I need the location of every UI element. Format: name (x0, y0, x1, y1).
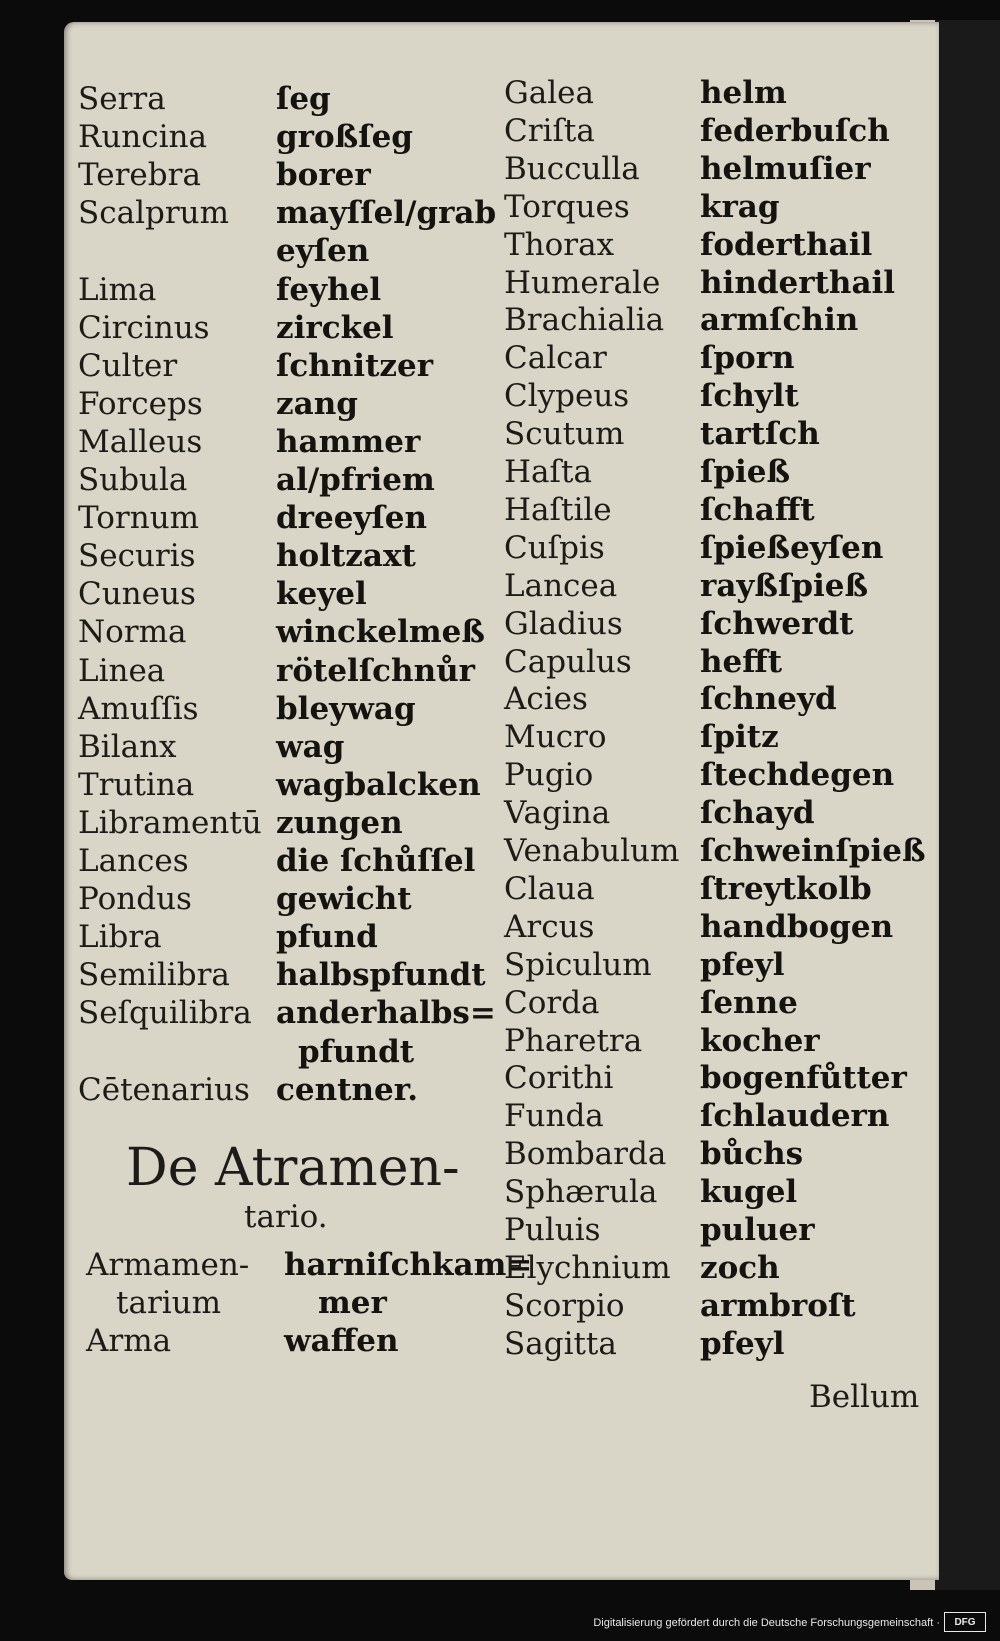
german-translation: bůchs (700, 1136, 804, 1173)
german-translation: mer (318, 1285, 387, 1321)
latin-term: Puluis (504, 1212, 601, 1248)
german-translation: handbogen (700, 908, 894, 945)
latin-term: Lances (78, 843, 189, 879)
latin-term: Claua (504, 870, 595, 907)
german-translation: pfeyl (700, 1325, 785, 1362)
german-translation: hinderthail (700, 264, 896, 301)
latin-term: Bucculla (504, 150, 640, 187)
latin-term: Scorpio (504, 1287, 625, 1324)
section-heading: De Atramen- (126, 1138, 460, 1198)
latin-term: Spiculum (504, 946, 652, 983)
latin-term: Malleus (78, 423, 203, 460)
latin-term: Humerale (504, 264, 661, 301)
german-translation: anderhalbs= (276, 995, 496, 1032)
german-translation: wagbalcken (276, 766, 481, 803)
latin-term: Lima (78, 271, 157, 308)
german-translation: kugel (700, 1174, 798, 1211)
german-translation: ſchnitzer (276, 347, 434, 384)
german-translation: eyſen (276, 233, 370, 270)
latin-term: Clypeus (504, 378, 630, 415)
latin-term: Securis (78, 538, 196, 575)
latin-term: Scalprum (78, 195, 230, 232)
german-translation: ſeg (276, 81, 331, 117)
latin-term: Terebra (78, 157, 201, 194)
german-translation: foderthail (700, 226, 873, 263)
german-translation: pfundt (298, 1033, 415, 1070)
german-translation: ſchlaudern (700, 1098, 890, 1135)
latin-term: Lancea (504, 567, 618, 604)
latin-term: Seſquilibra (78, 995, 252, 1032)
german-translation: tartſch (700, 416, 820, 453)
german-translation: ſtreytkolb (700, 870, 872, 907)
latin-term: Culter (78, 347, 178, 384)
footer-credit: Digitalisierung gefördert durch die Deutsche Forschungsgemeinschaft · (593, 1617, 940, 1629)
latin-term: Corithi (504, 1060, 614, 1097)
latin-term: Cētenarius (78, 1071, 250, 1108)
page-edge-shadow (935, 20, 1000, 1590)
german-translation: holtzaxt (276, 538, 416, 575)
german-translation: borer (276, 157, 371, 194)
latin-term: Cuneus (78, 576, 196, 613)
latin-term: Sagitta (504, 1325, 617, 1362)
german-translation: puluer (700, 1212, 815, 1248)
german-translation: ſpitz (700, 719, 779, 756)
german-translation: hefft (700, 643, 783, 680)
latin-term: Semilibra (78, 957, 230, 994)
latin-term: Gladius (504, 605, 623, 642)
latin-term: Arma (86, 1323, 172, 1359)
latin-term: Circinus (78, 309, 210, 346)
section-heading-continuation: tario. (244, 1199, 328, 1235)
latin-term: Brachialia (504, 302, 665, 339)
german-translation: federbuſch (700, 112, 890, 149)
latin-term: Thorax (504, 226, 615, 263)
latin-term: Corda (504, 984, 600, 1021)
latin-term: Norma (78, 614, 187, 651)
german-translation: kocher (700, 1022, 820, 1059)
latin-term: Cuſpis (504, 529, 605, 566)
german-translation: ſenne (700, 984, 798, 1021)
german-translation: helm (700, 75, 787, 111)
latin-term: Mucro (504, 719, 607, 756)
latin-term: Pondus (78, 881, 192, 918)
german-translation: die ſchůſſel (276, 843, 476, 879)
german-translation: mayſſel/grab (276, 195, 497, 232)
latin-term: Venabulum (504, 833, 680, 869)
german-translation: harniſchkam= (284, 1247, 533, 1283)
german-translation: zang (276, 385, 358, 422)
latin-term: Torques (504, 188, 630, 225)
book-page (64, 22, 939, 1580)
german-translation: armbroſt (700, 1287, 856, 1324)
german-translation: ſporn (700, 340, 795, 377)
latin-term: Armamen- (86, 1247, 250, 1283)
german-translation: waffen (284, 1323, 399, 1359)
german-translation: ſtechdegen (700, 757, 895, 794)
latin-term: Libra (78, 919, 162, 956)
catchword: Bellum (809, 1379, 920, 1415)
latin-term: Trutina (78, 766, 195, 803)
latin-term: Forceps (78, 385, 203, 422)
german-translation: wag (276, 728, 345, 765)
latin-term: Bombarda (504, 1136, 667, 1173)
german-translation: ſchafft (700, 491, 815, 528)
german-translation: ſpießeyſen (700, 529, 884, 566)
german-translation: keyel (276, 576, 367, 613)
latin-term: Criſta (504, 112, 595, 149)
latin-term: Tornum (78, 500, 200, 537)
latin-term: Arcus (504, 908, 595, 945)
german-translation: ſpieß (700, 454, 791, 490)
german-translation: bleywag (276, 690, 416, 727)
german-translation: winckelmeß (276, 614, 485, 651)
latin-term: tarium (116, 1285, 222, 1321)
german-translation: feyhel (276, 271, 382, 308)
german-translation: al/pfriem (276, 462, 435, 498)
german-translation: zirckel (276, 309, 394, 346)
german-translation: pfund (276, 919, 378, 956)
german-translation: großſeg (276, 119, 413, 156)
german-translation: zoch (700, 1249, 780, 1286)
german-translation: bogenfůtter (700, 1060, 907, 1097)
latin-term: Acies (504, 681, 588, 718)
latin-term: Pharetra (504, 1022, 643, 1059)
latin-term: Bilanx (78, 728, 177, 765)
latin-term: Libramentū (78, 804, 262, 841)
latin-term: Vagina (504, 795, 611, 832)
latin-term: Serra (78, 81, 166, 117)
german-translation: halbspfundt (276, 957, 486, 994)
german-translation: ſchwerdt (700, 605, 854, 642)
latin-term: Pugio (504, 757, 594, 794)
latin-term: Elychnium (504, 1249, 671, 1286)
latin-term: Sphærula (504, 1174, 658, 1211)
german-translation: ſchweinſpieß (700, 833, 926, 869)
latin-term: Haſtile (504, 491, 612, 528)
german-translation: rayßſpieß (700, 567, 869, 604)
german-translation: armſchin (700, 302, 859, 339)
german-translation: hammer (276, 423, 421, 460)
german-translation: helmuſier (700, 150, 871, 187)
latin-term: Runcina (78, 119, 207, 156)
german-translation: gewicht (276, 881, 412, 918)
latin-term: Capulus (504, 643, 632, 680)
german-translation: ſchayd (700, 795, 815, 832)
german-translation: zungen (276, 804, 403, 841)
german-translation: ſchylt (700, 378, 799, 415)
latin-term: Galea (504, 75, 594, 111)
dfg-logo: DFG (944, 1612, 986, 1632)
german-translation: krag (700, 188, 780, 225)
german-translation: rötelſchnůr (276, 652, 475, 689)
latin-term: Amuſſis (78, 690, 199, 727)
latin-term: Calcar (504, 340, 607, 377)
german-translation: pfeyl (700, 946, 785, 983)
latin-term: Funda (504, 1098, 604, 1135)
german-translation: centner. (276, 1071, 418, 1108)
latin-term: Subula (78, 462, 188, 498)
latin-term: Linea (78, 652, 166, 689)
german-translation: ſchneyd (700, 681, 837, 718)
latin-term: Scutum (504, 416, 625, 453)
german-translation: dreeyſen (276, 500, 428, 537)
latin-term: Haſta (504, 454, 592, 490)
